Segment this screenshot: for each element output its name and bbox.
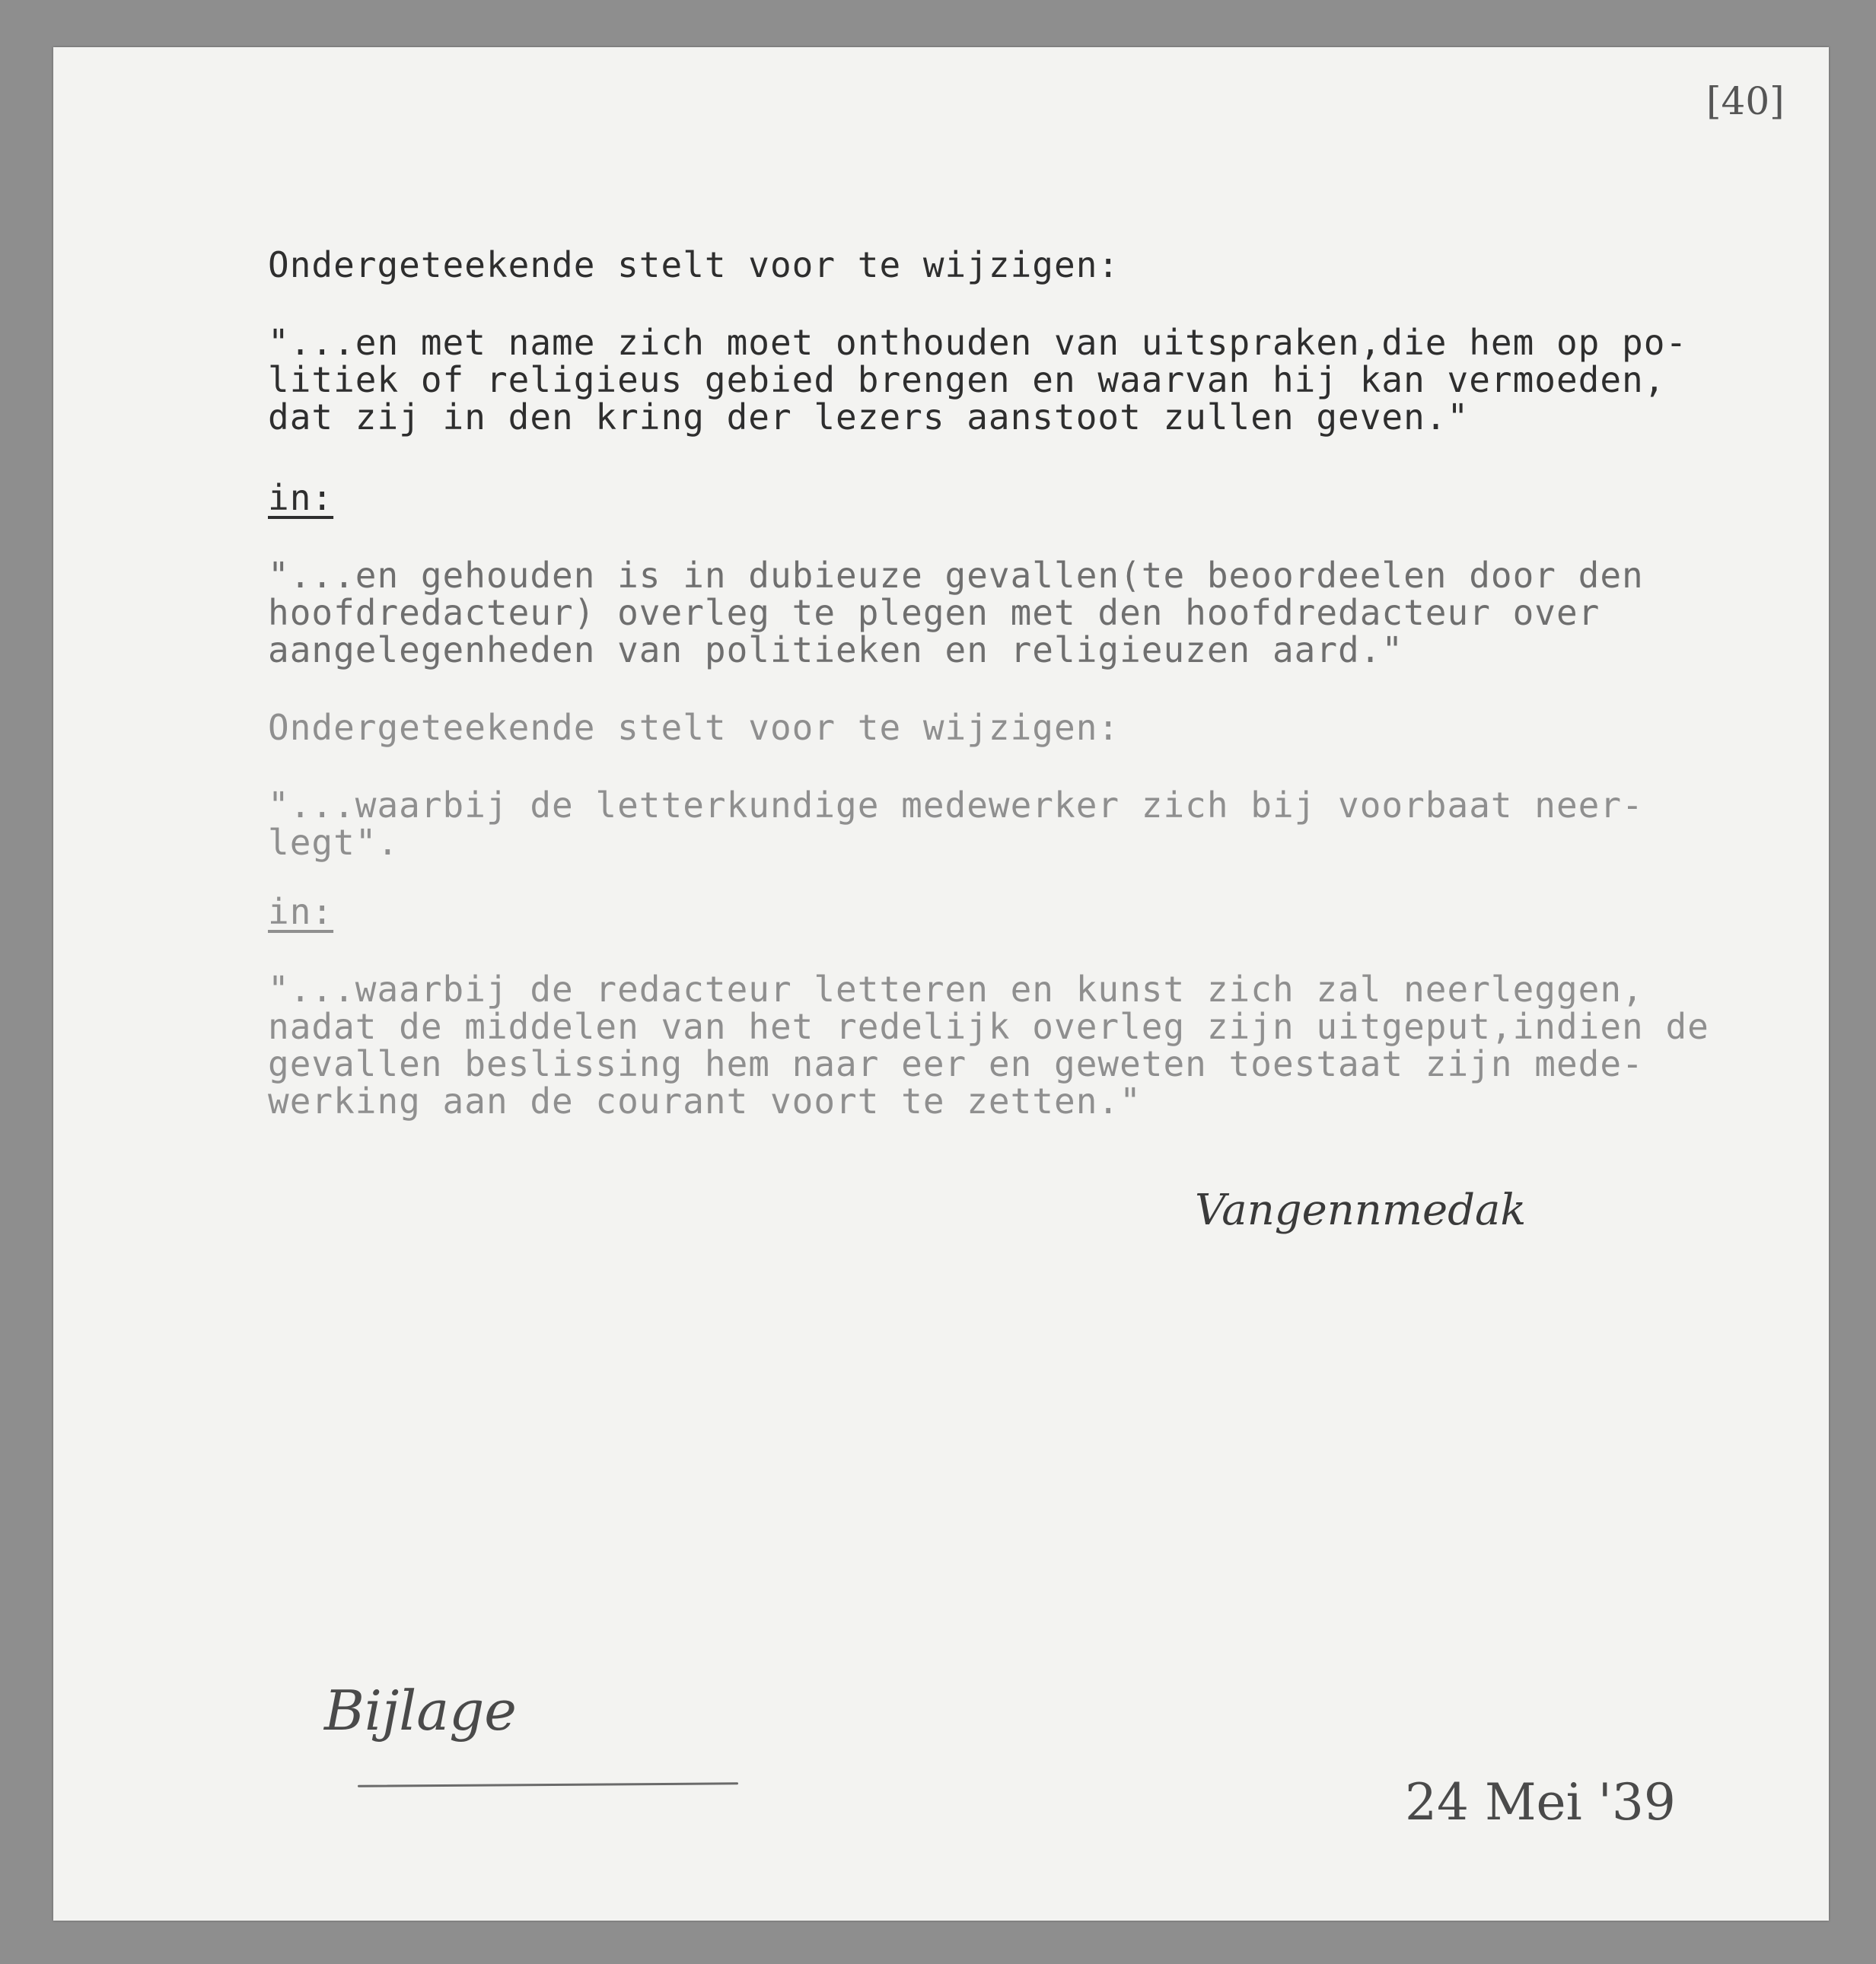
annex-underline xyxy=(358,1782,738,1787)
original-clause-2: "...waarbij de letterkundige medewerker zich bij voorbaat neer- legt". xyxy=(268,785,1644,863)
original-clause-1: "...en met name zich moet onthouden van uitspraken,die hem op po- litiek of religieus gebied brengen en waarvan hij kan vermoeden, dat zij in den kring der lezers aanstoot zullen geven." xyxy=(268,322,1688,438)
archive-number: [40] xyxy=(1706,79,1785,123)
replacement-clause-2: "...waarbij de redacteur letteren en kunst zich zal neerleggen, nadat de middelen van het redelijk overleg zijn uitgeput,indien de gevallen beslissing hem naar eer en geweten toestaat zijn mede- werking aan de courant voort te zetten." xyxy=(268,969,1709,1122)
replacement-clause-1: "...en gehouden is in dubieuze gevallen(te beoordeelen door den hoofdredacteur) overleg te plegen met den hoofdredacteur over aangelegenheden van politieken en religieuzen aard." xyxy=(268,555,1644,670)
document-sheet xyxy=(53,47,1829,1921)
date-annotation: 24 Mei '39 xyxy=(1405,1773,1676,1832)
replace-with-label-2: in: xyxy=(268,891,334,932)
signature: Vangennmedak xyxy=(1195,1186,1527,1235)
heading-second-amendment: Ondergeteekende stelt voor te wijzigen: xyxy=(268,707,1120,748)
heading-first-amendment: Ondergeteekende stelt voor te wijzigen: xyxy=(268,244,1120,285)
replace-with-label-1: in: xyxy=(268,477,334,518)
annex-label: Bijlage xyxy=(324,1679,517,1743)
